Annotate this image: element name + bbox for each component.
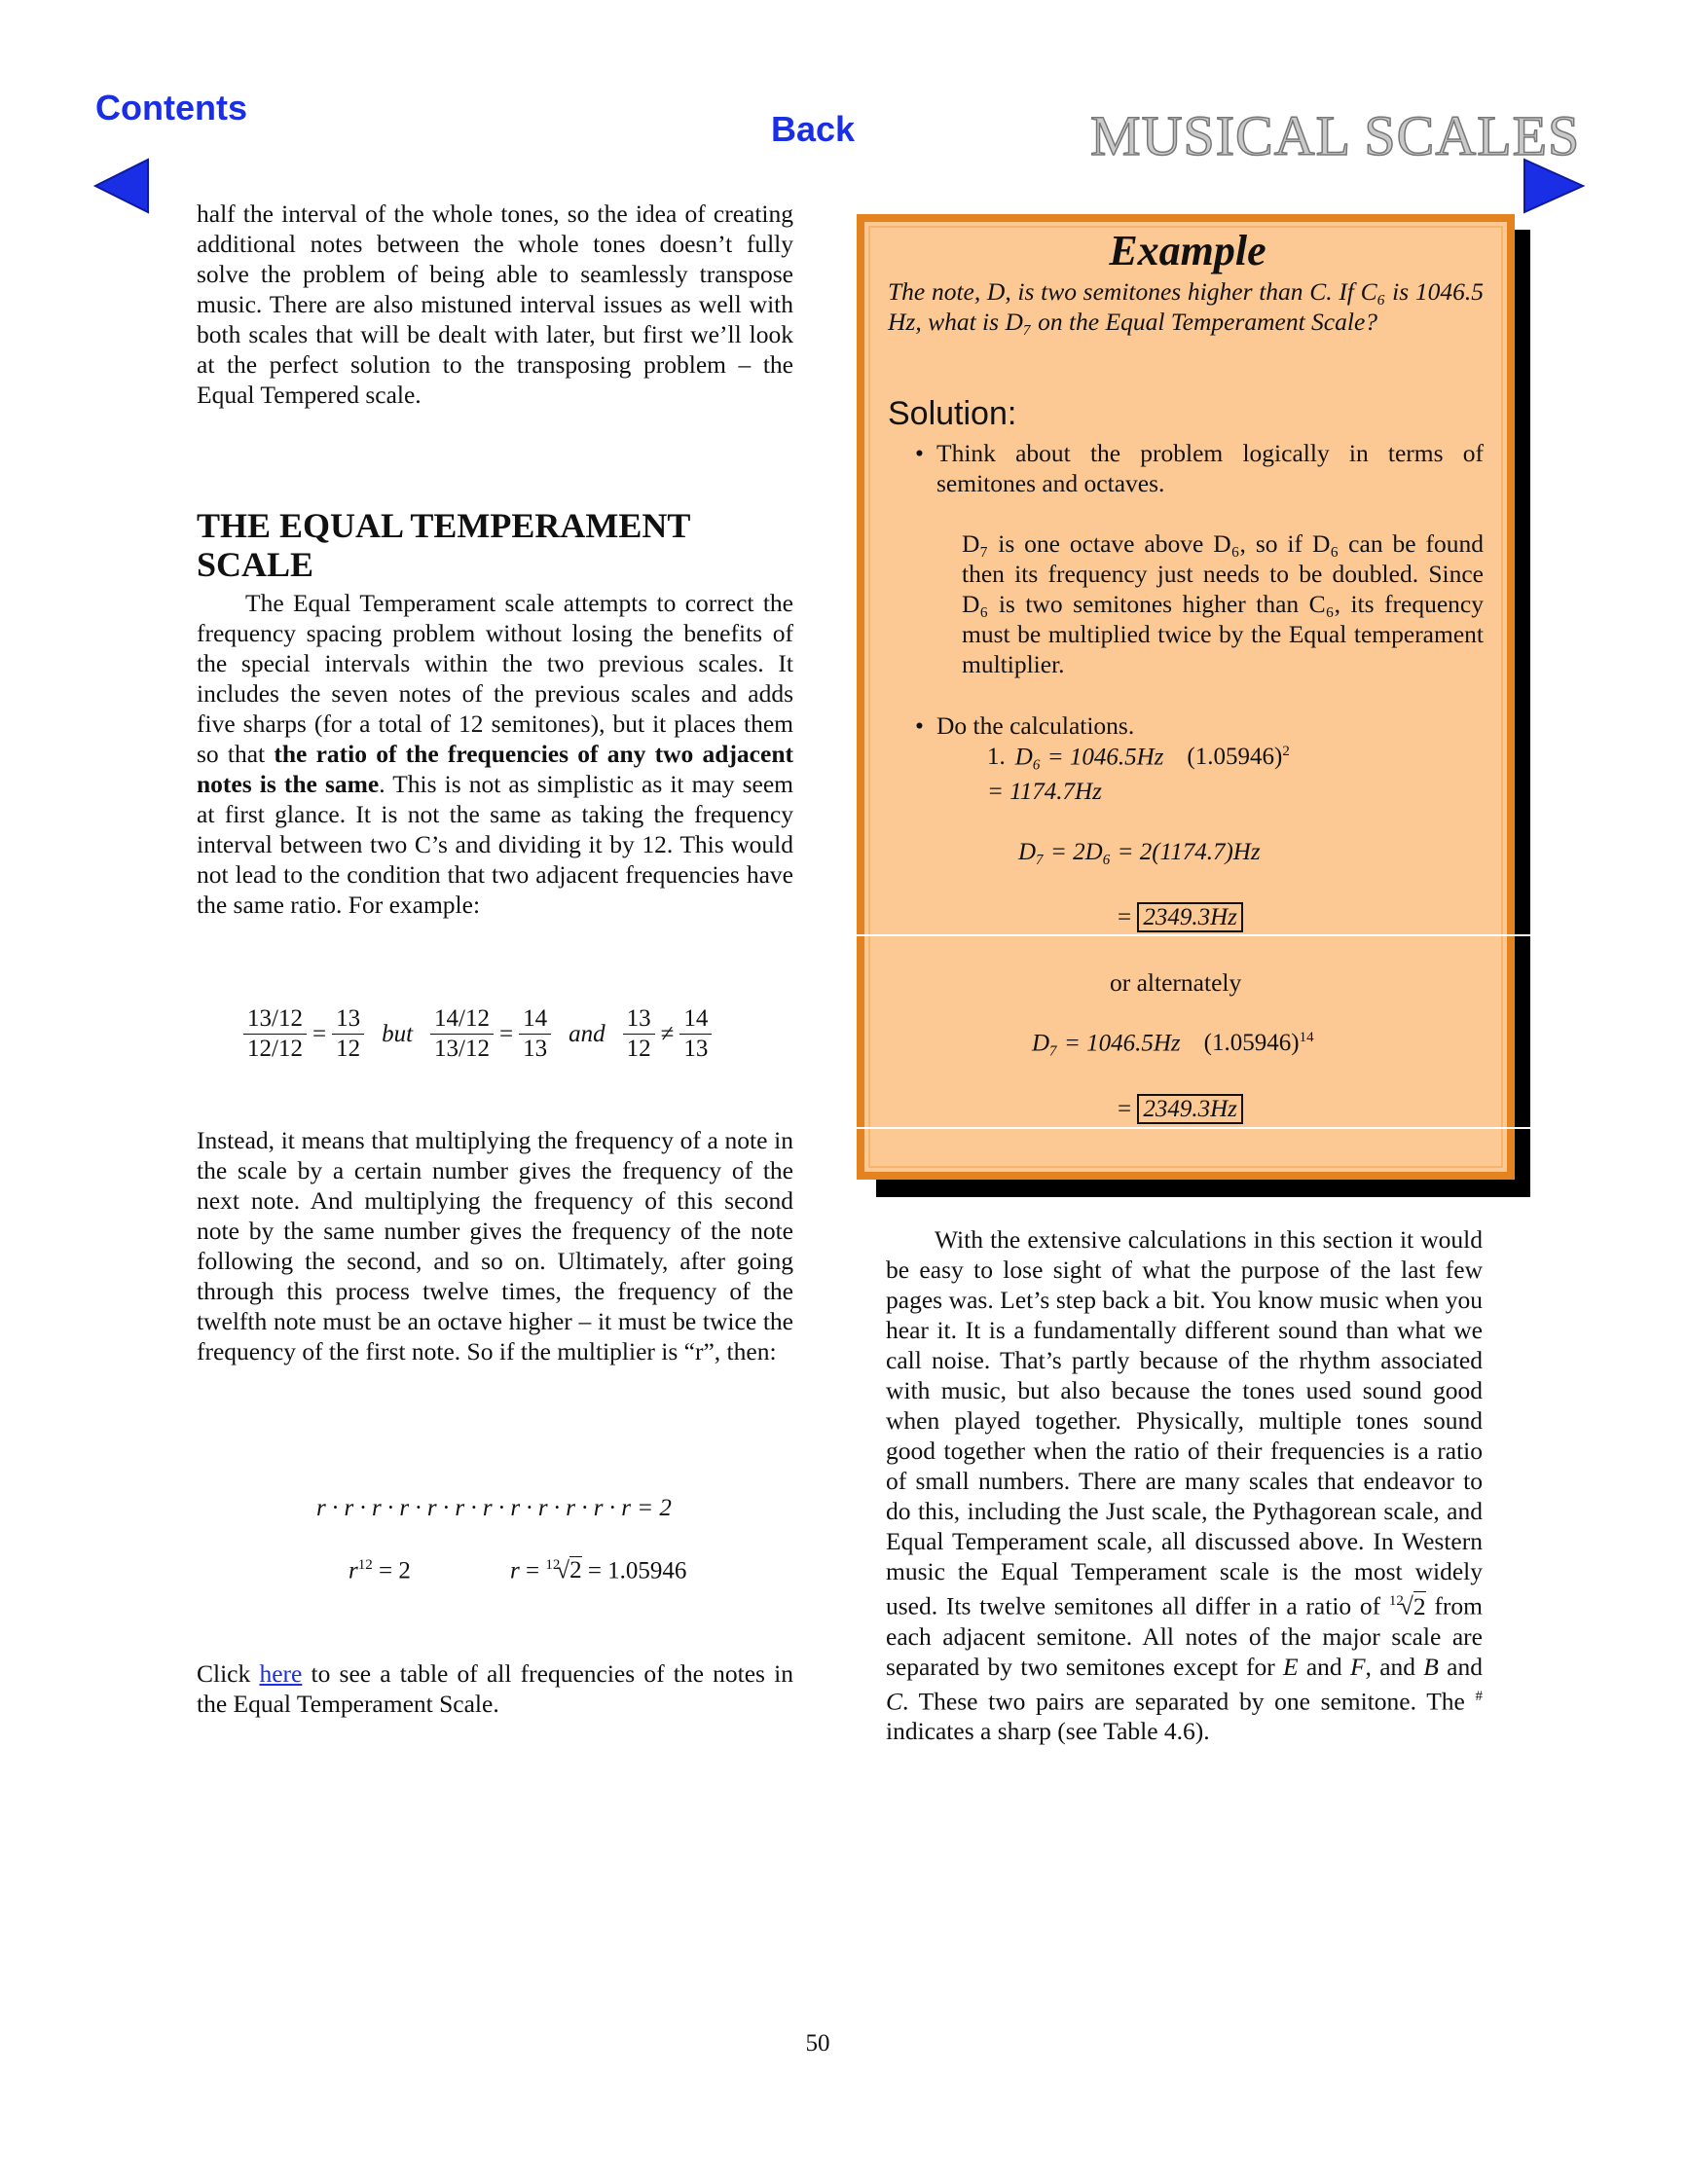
fraction: $\frac{14}{13}$ — [679, 1004, 712, 1064]
multiplier-root-equation: r = $^{12}$√2 = 1.05946 — [510, 1557, 687, 1584]
calculation-step-3: D₇ = 1046.5Hz $(1.05946)^{14}$ — [1032, 1030, 1314, 1057]
click-paragraph: Click here to see a table of all frequencies of the notes in the Equal Temperament Scale. — [197, 1659, 793, 1718]
fraction: $\frac{13}{12}$ — [332, 1004, 364, 1064]
section-heading-line2: SCALE — [197, 545, 314, 584]
solution-bullet-1-detail: D₇ is one octave above D₆, so if D₆ can be found then its frequency just needs to be doubled. Since D₆ is two semitones higher than C₆, its frequency must be multiplied twice by the Equal temperament multiplier. — [962, 529, 1484, 678]
bullet-icon: • — [915, 439, 924, 467]
running-title: MUSICAL SCALES — [1090, 104, 1581, 167]
calculation-step-2: D₇ = 2D₆ = 2(1174.7)Hz — [1018, 839, 1261, 865]
solution-bullet-1: • Think about the problem logically in terms of semitones and octaves. — [915, 439, 1484, 497]
fraction: $\frac{14}{13}$ — [519, 1004, 551, 1064]
fraction: $\frac{14/12}{13/12}$ — [430, 1004, 494, 1064]
multiplier-power-equation: $r^{12} = 2$ — [349, 1557, 411, 1584]
solution-label: Solution: — [888, 395, 1017, 432]
calculation-step-1-result: = 1174.7Hz — [987, 779, 1102, 805]
or-alternately: or alternately — [1110, 968, 1242, 997]
section-heading-line1: THE EQUAL TEMPERAMENT — [197, 506, 691, 545]
boxed-answer: 2349.3Hz — [1137, 1094, 1243, 1124]
solution-bullet-2: • Do the calculations. — [915, 711, 1135, 740]
example-question: The note, D, is two semitones higher than C. If C₆ is 1046.5 Hz, what is D₇ on the Equal Temperament Scale? — [888, 277, 1484, 336]
intro-paragraph: half the interval of the whole tones, so the idea of creating additional notes between the whole tones doesn’t fully solve the problem of being able to seamlessly transpose music. There are also mistuned interval issues as well with both scales that will be dealt with later, but first we’ll look at the perfect solution to the transposing problem – the Equal Tempered scale. — [197, 200, 793, 409]
example-box-divider — [857, 1127, 1530, 1129]
fraction: $\frac{13/12}{12/12}$ — [243, 1004, 307, 1064]
boxed-answer: 2349.3Hz — [1137, 902, 1243, 932]
section-heading — [197, 506, 793, 584]
answer-1: = 2349.3Hz — [1118, 904, 1243, 931]
paragraph-2-bold: the ratio of the frequencies of any two adjacent notes is the same — [197, 740, 793, 798]
back-link[interactable]: Back — [771, 109, 856, 149]
fraction: $\frac{13}{12}$ — [623, 1004, 655, 1064]
paragraph-3: Instead, it means that multiplying the frequency of a note in the scale by a certain number gives the frequency of the next note. And multiplying the frequency of this second note by the same number gives the frequency of the note following the second, and so on. Ultimately, after going through this process twelve times, the frequency of the twelfth note must be an octave higher – it must be twice the frequency of the first note. So if the multiplier is “r”, then: — [197, 1126, 793, 1365]
left-column — [197, 199, 793, 410]
example-box-divider — [857, 934, 1530, 936]
answer-2: = 2349.3Hz — [1118, 1096, 1243, 1123]
right-column-paragraph: With the extensive calculations in this section it would be easy to lose sight of what the purpose of the last few pages was. Let’s step back a bit. You know music when you hear it. It is a fundamentally different sound than what we call noise. That’s partly because of the rhythm associated with music, but also because the tones used sound good when played together. Physically, multiple tones sound good together when the ratio of their frequencies is a ratio of small numbers. There are many scales that endeavor to do this, including the Just scale, the Pythagorean scale, and Equal Temperament scale, all discussed above. In Western music the Equal Temperament scale is the most widely used. Its twelve semitones all differ in a ratio of $^{12}$√2 from each adjacent semitone. All notes of the major scale are separated by two semitones except for E and F, and B and C. These two pairs are separated by one semitone. The # indicates a sharp (see Table 4.6). — [886, 1225, 1483, 1745]
example-title: Example — [1109, 227, 1266, 274]
calculation-step-1: 1. D₆ = 1046.5Hz $(1.05946)^2$ — [987, 744, 1290, 771]
page-number: 50 — [805, 2030, 830, 2057]
previous-page-arrow-icon[interactable] — [93, 156, 152, 216]
bullet-icon: • — [915, 711, 924, 740]
contents-link[interactable]: Contents — [95, 88, 247, 127]
paragraph-2 — [197, 588, 793, 920]
ratio-equation: $\frac{13/12}{12/12}$ = $\frac{13}{12}$ but $\frac{14/12}{13/12}$ = $\frac{14}{13}$ and $\frac{13}{12}$ ≠ $\frac{14}{13}$ — [243, 1004, 789, 1064]
paragraph-2-text: The Equal Temperament scale attempts to correct the frequency spacing problem without losing the benefits of the special intervals within the two previous scales. It includes the seven notes of the previous scales and adds five sharps (for a total of 12 semitones), but it places them so that — [197, 589, 793, 768]
multiplier-equation: r · r · r · r · r · r · r · r · r · r · r · r = 2 — [316, 1495, 672, 1521]
paragraph-2-text-end: . This is not as simplistic as it may seem at first glance. It is not the same as taking the frequency interval between two C’s and dividing it by 12. This would not lead to the condition that two adjacent frequencies have the same ratio. For example: — [197, 770, 793, 919]
frequency-table-link[interactable]: here — [259, 1659, 303, 1688]
